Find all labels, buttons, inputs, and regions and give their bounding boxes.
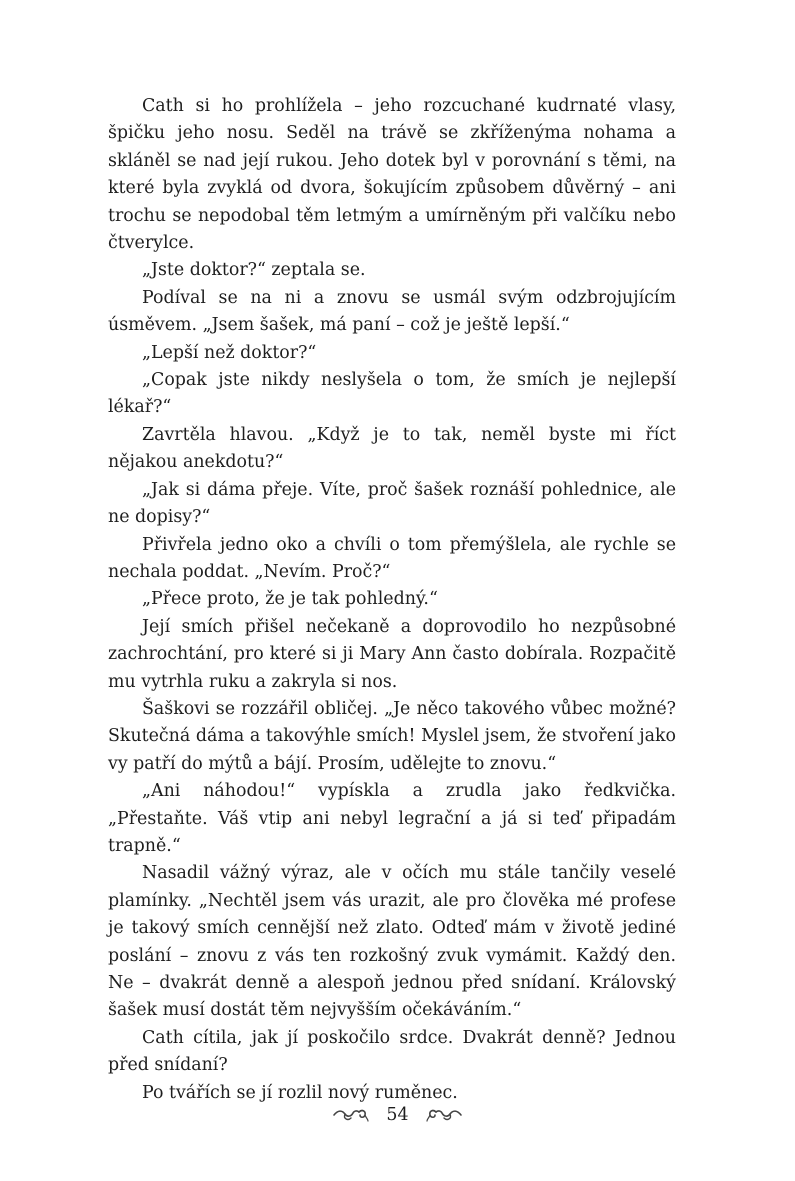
paragraph: Podíval se na ni a znovu se usmál svým odzbrojujícím úsměvem. „Jsem šašek, má paní – což je ještě lepší.“: [108, 287, 676, 336]
paragraph: Nasadil vážný výraz, ale v očích mu stále tančily veselé plamínky. „Nechtěl jsem vás urazit, ale pro člověka mé profese je takový smích cennější než zlato. Odteď mám v životě jediné poslání – znovu z vás ten rozkošný zvuk vymámit. Každý den. Ne – dvakrát denně a alespoň jednou před snídaní. Královský šašek musí dostát těm nejvyšším očekáváním.“: [108, 863, 676, 1021]
page-body: [108, 93, 676, 1107]
paragraph: Po tvářích se jí rozlil nový ruměnec.: [142, 1082, 458, 1103]
paragraph: Přivřela jedno oko a chvíli o tom přemýšlela, ale rychle se nechala poddat. „Nevím. Proč?“: [108, 534, 676, 582]
paragraph: Cath cítila, jak jí poskočilo srdce. Dvakrát denně? Jednou před snídaní?: [108, 1027, 676, 1076]
paragraph: Zavrtěla hlavou. „Když je to tak, neměl byste mi říct nějakou anekdotu?“: [108, 424, 676, 473]
paragraph: „Přece proto, že je tak pohledný.“: [142, 589, 438, 610]
paragraph: „Lepší než doktor?“: [142, 342, 317, 363]
paragraph: Šaškovi se rozzářil obličej. „Je něco takového vůbec možné? Skutečná dáma a takovýhle smích! Myslel jsem, že stvoření jako vy patří do mýtů a bájí. Prosím, udělejte to znovu.“: [108, 698, 676, 774]
paragraph: „Copak jste nikdy neslyšela o tom, že smích je nejlepší lékař?“: [108, 370, 676, 418]
flourish-left-icon: [332, 1106, 370, 1124]
page-number: 54: [386, 1105, 409, 1125]
paragraph: Cath si ho prohlížela – jeho rozcuchané kudrnaté vlasy, špičku jeho nosu. Seděl na trávě se zkříženýma nohama a skláněl se nad její rukou. Jeho dotek byl v porovnání s těmi, na které byla zvyklá od dvora, šokujícím způsobem důvěrný – ani trochu se nepodobal těm letmým a umírněným při valčíku nebo čtverylce.: [108, 96, 676, 254]
paragraph: „Jste doktor?“ zeptala se.: [142, 260, 366, 281]
paragraph: Její smích přišel nečekaně a doprovodilo ho nezpůsobné zachrochtání, pro které si ji Mary Ann často dobírala. Rozpačitě mu vytrhla ruku a zakryla si nos.: [108, 616, 676, 692]
paragraph: „Jak si dáma přeje. Víte, proč šašek roznáší pohlednice, ale ne dopisy?“: [108, 479, 676, 528]
page-footer: [0, 1100, 795, 1130]
flourish-right-icon: [425, 1106, 463, 1124]
paragraph: „Ani náhodou!“ vypískla a zrudla jako ředkvička. „Přestaňte. Váš vtip ani nebyl legrační a já si teď připadám trapně.“: [108, 781, 676, 856]
